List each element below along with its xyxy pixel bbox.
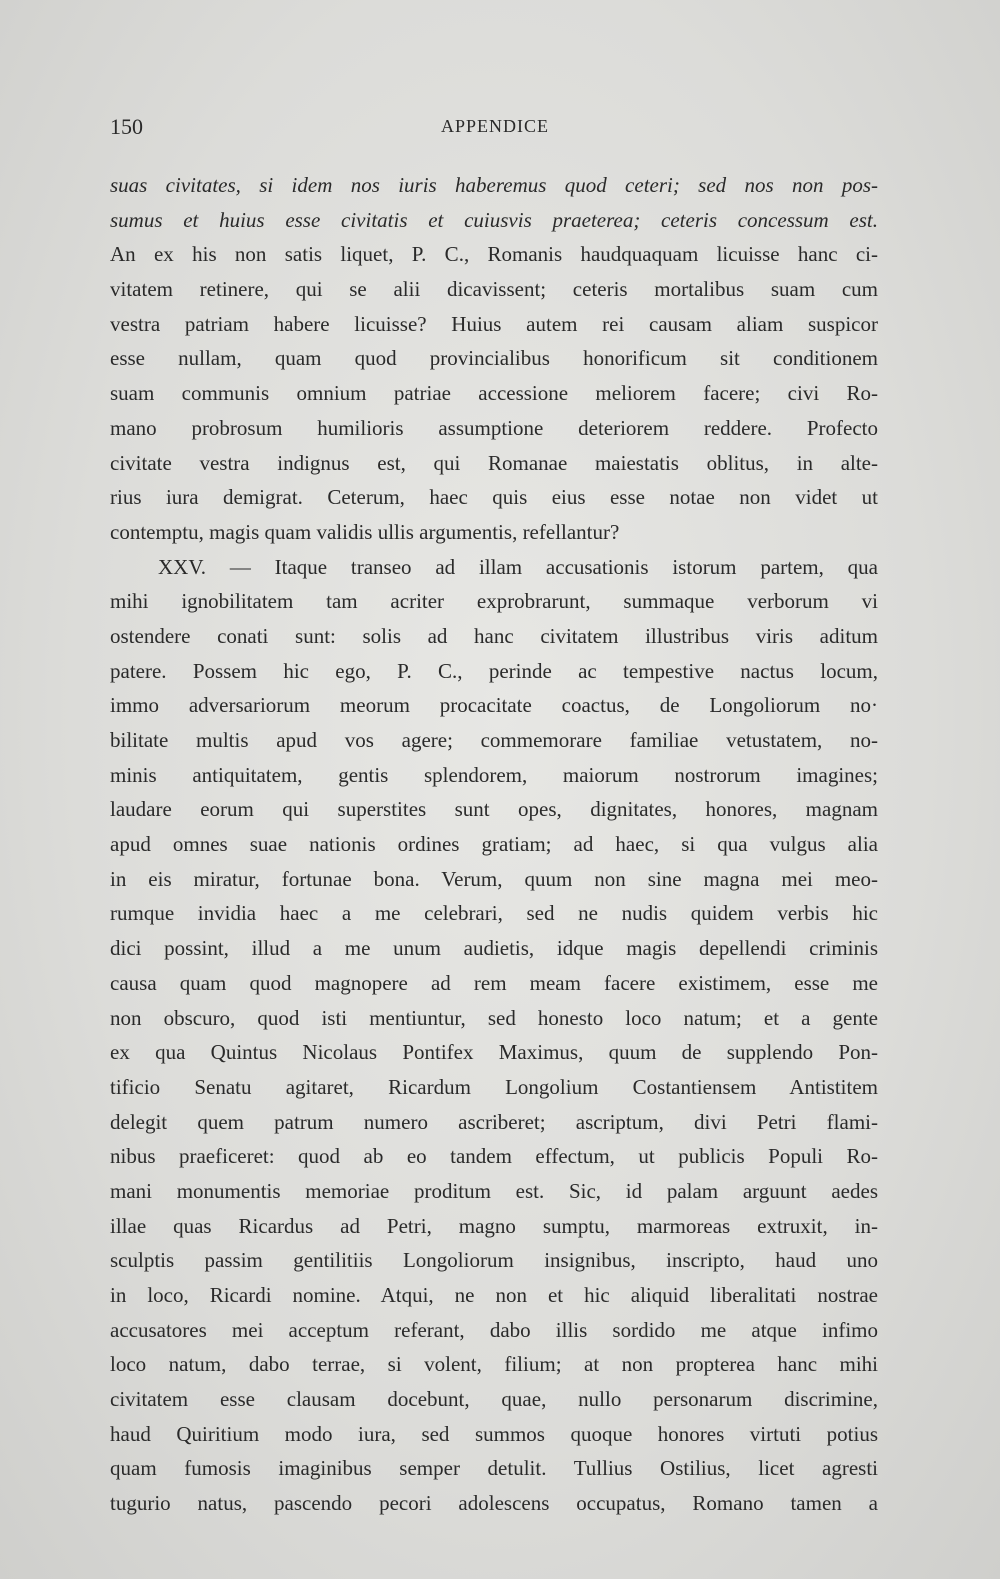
text-line: causa quam quod magnopere ad rem meam facere existimem, esse me xyxy=(110,970,878,995)
running-head: APPENDICE xyxy=(440,116,549,136)
text-line: dici possint, illud a me unum audietis, idque magis depellendi criminis xyxy=(110,936,878,961)
text-line: delegit quem patrum numero ascriberet; ascriptum, divi Petri flami- xyxy=(110,1109,878,1134)
text-line: mihi ignobilitatem tam acriter exprobrarunt, summaque verborum vi xyxy=(110,589,878,614)
text-line: loco natum, dabo terrae, si volent, filium; at non propterea hanc mihi xyxy=(110,1352,878,1377)
text-line: minis antiquitatem, gentis splendorem, maiorum nostrorum imagines; xyxy=(110,762,878,787)
text-line: ostendere conati sunt: solis ad hanc civitatem illustribus viris aditum xyxy=(110,623,878,648)
text-line: non obscuro, quod isti mentiuntur, sed honesto loco natum; et a gente xyxy=(110,1005,878,1030)
text-line: nibus praeficeret: quod ab eo tandem effectum, ut publicis Populi Ro- xyxy=(110,1144,878,1169)
text-line: laudare eorum qui superstites sunt opes, dignitates, honores, magnam xyxy=(110,797,878,822)
text-line: mano probrosum humilioris assumptione deteriorem reddere. Profecto xyxy=(110,415,878,440)
page-header xyxy=(110,114,880,144)
text-line: ex qua Quintus Nicolaus Pontifex Maximus, quum de supplendo Pon- xyxy=(110,1040,878,1065)
text-line: illae quas Ricardus ad Petri, magno sumptu, marmoreas extruxit, in- xyxy=(110,1213,878,1238)
text-line: civitate vestra indignus est, qui Romanae maiestatis oblitus, in alte- xyxy=(110,450,878,475)
body-text xyxy=(110,168,878,1521)
text-line: tugurio natus, pascendo pecori adolescens occupatus, Romano tamen a xyxy=(110,1491,878,1516)
section-start-line: XXV. — Itaque transeo ad illam accusationis istorum partem, qua xyxy=(158,554,878,579)
text-line: mani monumentis memoriae proditum est. Sic, id palam arguunt aedes xyxy=(110,1178,878,1203)
text-line: suam communis omnium patriae accessione meliorem facere; civi Ro- xyxy=(110,381,878,406)
text-line: in eis miratur, fortunae bona. Verum, quum non sine magna mei meo- xyxy=(110,866,878,891)
text-line: sumus et huius esse civitatis et cuiusvis praeterea; ceteris concessum est. xyxy=(110,207,878,232)
text-line: immo adversariorum meorum procacitate coactus, de Longoliorum no· xyxy=(110,693,878,718)
text-line: An ex his non satis liquet, P. C., Romanis haudquaquam licuisse hanc ci- xyxy=(110,242,878,267)
text-line: esse nullam, quam quod provincialibus honorificum sit conditionem xyxy=(110,346,878,371)
text-line: bilitate multis apud vos agere; commemorare familiae vetustatem, no- xyxy=(110,728,878,752)
text-line: quam fumosis imaginibus semper detulit. Tullius Ostilius, licet agresti xyxy=(110,1456,878,1481)
text-line: civitatem esse clausam docebunt, quae, nullo personarum discrimine, xyxy=(110,1387,878,1412)
text-line: haud Quiritium modo iura, sed summos quoque honores virtuti potius xyxy=(110,1421,878,1446)
text-line: in loco, Ricardi nomine. Atqui, ne non et hic aliquid liberalitati nostrae xyxy=(110,1283,878,1307)
text-line: contemptu, magis quam validis ullis argumentis, refellantur? xyxy=(110,519,620,544)
page-number: 150 xyxy=(110,114,143,139)
text-line: rumque invidia haec a me celebrari, sed ne nudis quidem verbis hic xyxy=(110,901,878,926)
text-line: suas civitates, si idem nos iuris haberemus quod ceteri; sed nos non pos- xyxy=(110,173,878,197)
text-line: vestra patriam habere licuisse? Huius autem rei causam aliam suspicor xyxy=(110,311,878,336)
text-line: rius iura demigrat. Ceterum, haec quis eius esse notae non videt ut xyxy=(110,485,878,510)
text-line: patere. Possem hic ego, P. C., perinde ac tempestive nactus locum, xyxy=(110,658,878,683)
text-line: sculptis passim gentilitiis Longoliorum insignibus, inscripto, haud uno xyxy=(110,1248,878,1273)
text-line: apud omnes suae nationis ordines gratiam; ad haec, si qua vulgus alia xyxy=(110,832,878,857)
text-line: tificio Senatu agitaret, Ricardum Longolium Costantiensem Antistitem xyxy=(110,1074,878,1099)
text-line: vitatem retinere, qui se alii dicavissent; ceteris mortalibus suam cum xyxy=(110,277,878,302)
text-line: accusatores mei acceptum referant, dabo illis sordido me atque infimo xyxy=(110,1317,878,1342)
